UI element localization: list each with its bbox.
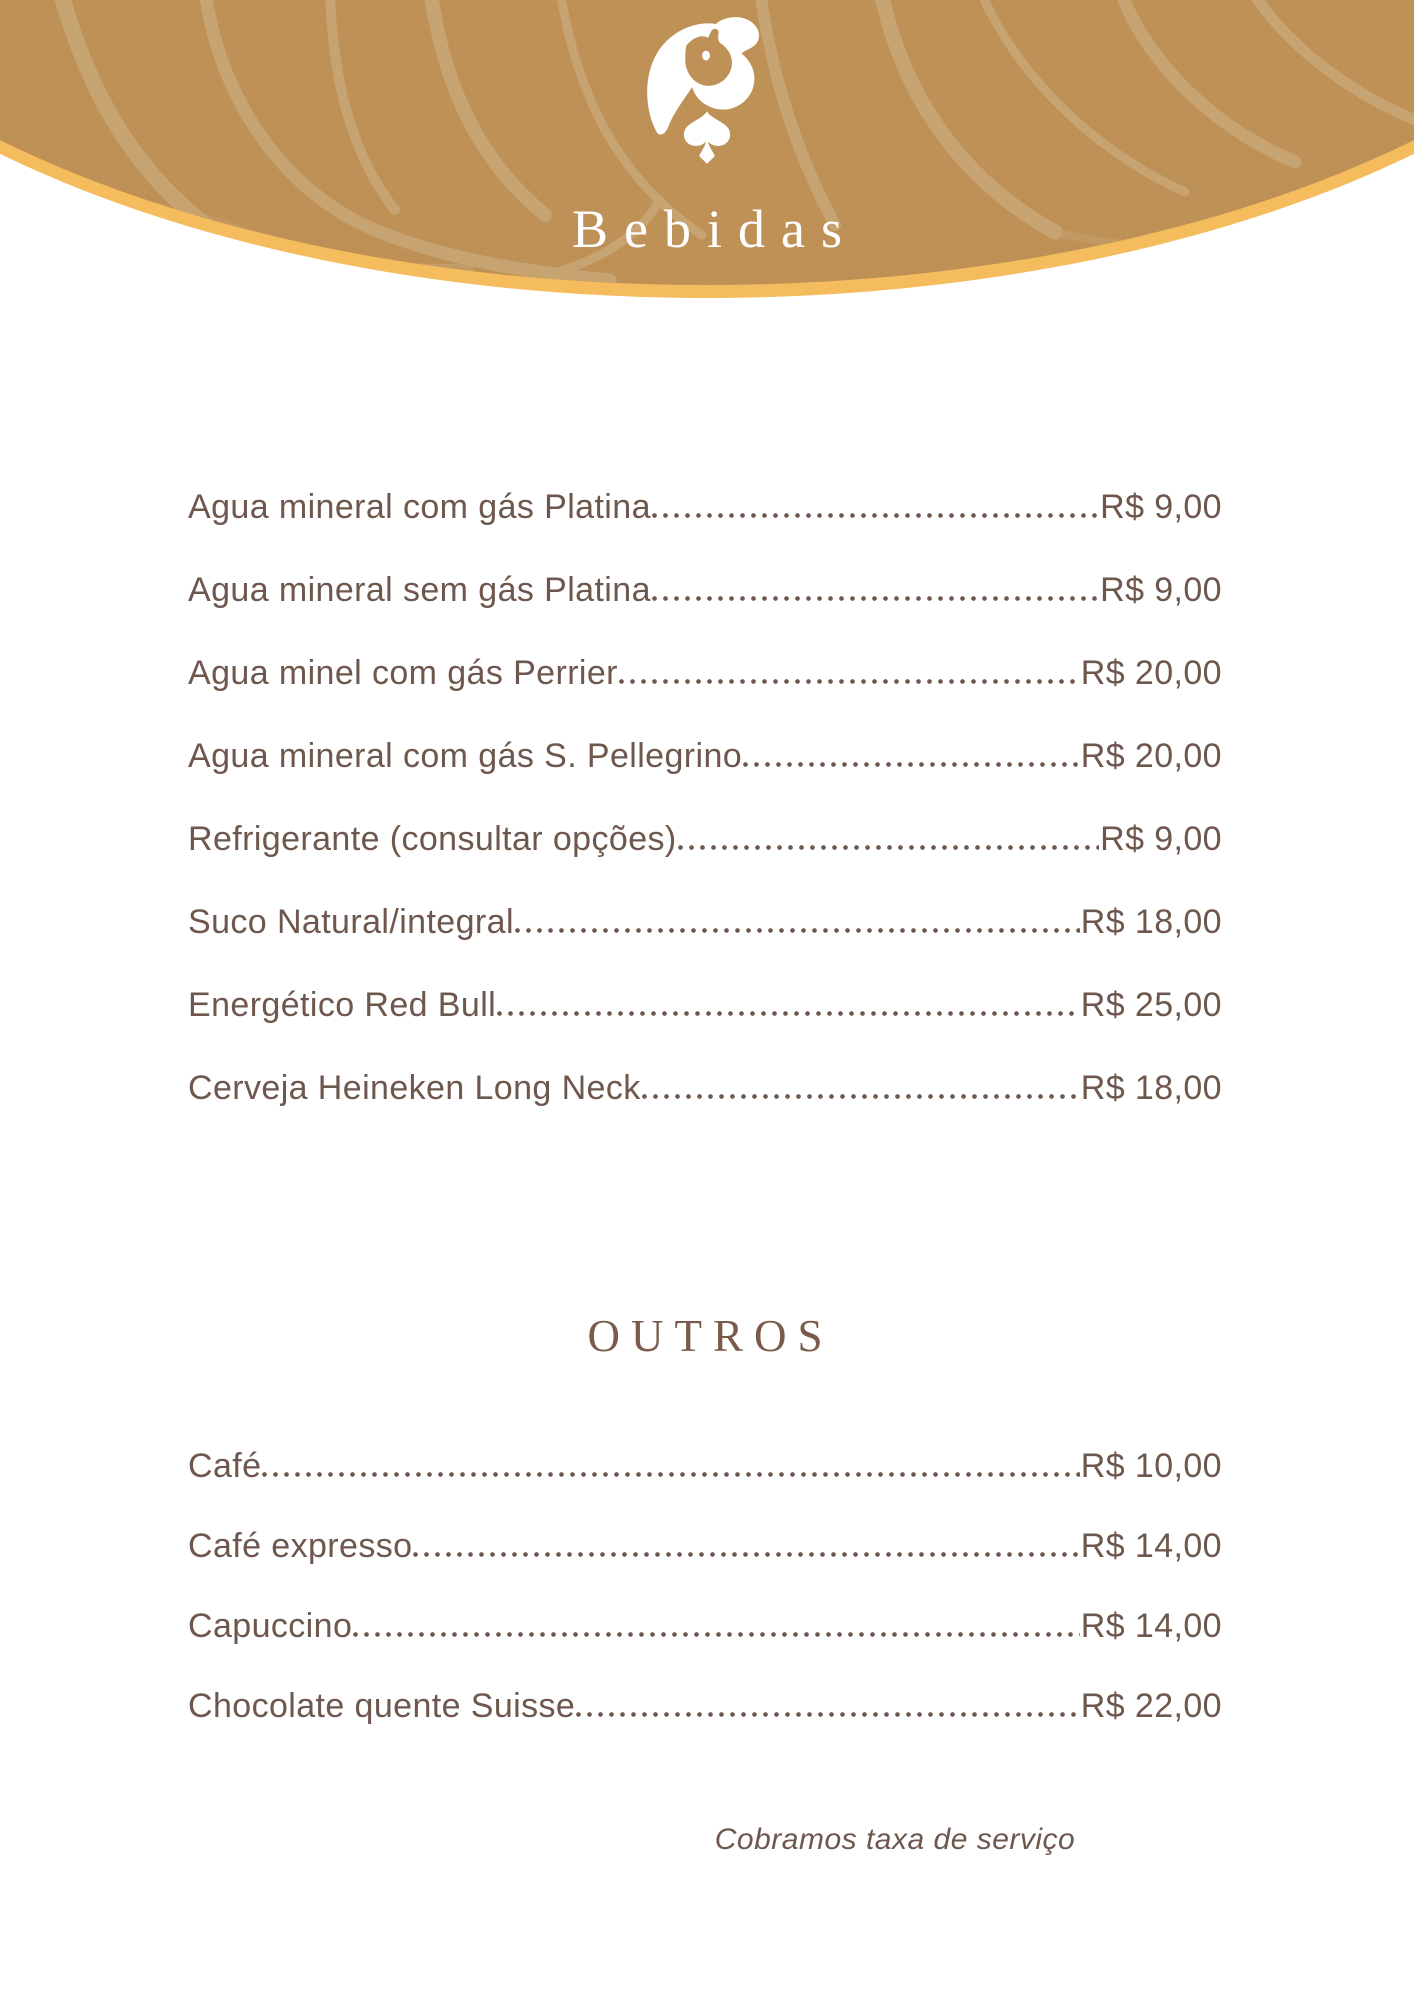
- menu-title: Bebidas: [572, 199, 858, 259]
- item-price: R$ 14,00: [1080, 1527, 1222, 1565]
- dots-leader: [652, 513, 1099, 518]
- item-name: Chocolate quente Suisse: [188, 1687, 576, 1725]
- dots-leader: [619, 679, 1080, 684]
- item-name: Refrigerante (consultar opções): [188, 820, 677, 858]
- dots-leader: [642, 1094, 1080, 1099]
- item-name: Agua minel com gás Perrier: [188, 654, 618, 692]
- item-price: R$ 9,00: [1100, 571, 1222, 609]
- item-price: R$ 9,00: [1100, 820, 1222, 858]
- menu-item-row: [188, 656, 1222, 690]
- item-name: Café expresso: [188, 1527, 413, 1565]
- section-bebidas: [188, 490, 1222, 1105]
- section-heading-outros: OUTROS: [587, 1311, 834, 1361]
- dots-leader: [262, 1472, 1079, 1477]
- item-price: R$ 14,00: [1080, 1607, 1222, 1645]
- item-name: Agua mineral com gás Platina: [188, 488, 651, 526]
- item-price: R$ 9,00: [1100, 488, 1222, 526]
- item-name: Agua mineral sem gás Platina: [188, 571, 651, 609]
- item-price: R$ 18,00: [1080, 903, 1222, 941]
- item-name: Suco Natural/integral: [188, 903, 514, 941]
- item-name: Cerveja Heineken Long Neck: [188, 1069, 641, 1107]
- menu-item-row: [188, 1609, 1222, 1643]
- item-price: R$ 18,00: [1080, 1069, 1222, 1107]
- menu-list-bebidas: [188, 490, 1222, 1105]
- menu-header: [0, 0, 1414, 300]
- dots-leader: [576, 1712, 1080, 1717]
- item-price: R$ 10,00: [1080, 1447, 1222, 1485]
- menu-item-row: [188, 1529, 1222, 1563]
- dots-leader: [497, 1011, 1080, 1016]
- item-price: R$ 20,00: [1080, 737, 1222, 775]
- item-price: R$ 25,00: [1080, 986, 1222, 1024]
- menu-item-row: [188, 739, 1222, 773]
- item-name: Café: [188, 1447, 262, 1485]
- menu-list-outros: [188, 1449, 1222, 1723]
- menu-item-row: [188, 822, 1222, 856]
- service-fee-note: Cobramos taxa de serviço: [714, 1823, 1076, 1856]
- menu-item-row: [188, 490, 1222, 524]
- dots-leader: [353, 1632, 1080, 1637]
- dots-leader: [515, 928, 1080, 933]
- menu-item-row: [188, 1071, 1222, 1105]
- menu-item-row: [188, 573, 1222, 607]
- item-price: R$ 22,00: [1080, 1687, 1222, 1725]
- item-name: Energético Red Bull: [188, 986, 497, 1024]
- section-outros: [188, 1311, 1222, 1725]
- menu-item-row: [188, 1449, 1222, 1483]
- item-price: R$ 20,00: [1080, 654, 1222, 692]
- menu-item-row: [188, 905, 1222, 939]
- menu-content: [188, 490, 1222, 1855]
- dots-leader: [743, 762, 1080, 767]
- item-name: Agua mineral com gás S. Pellegrino: [188, 737, 743, 775]
- dots-leader: [652, 596, 1099, 601]
- dots-leader: [678, 845, 1099, 850]
- item-name: Capuccino: [188, 1607, 353, 1645]
- brand-logo horse-head-icon: [643, 14, 771, 166]
- menu-item-row: [188, 1689, 1222, 1723]
- menu-item-row: [188, 988, 1222, 1022]
- dots-leader: [413, 1552, 1079, 1557]
